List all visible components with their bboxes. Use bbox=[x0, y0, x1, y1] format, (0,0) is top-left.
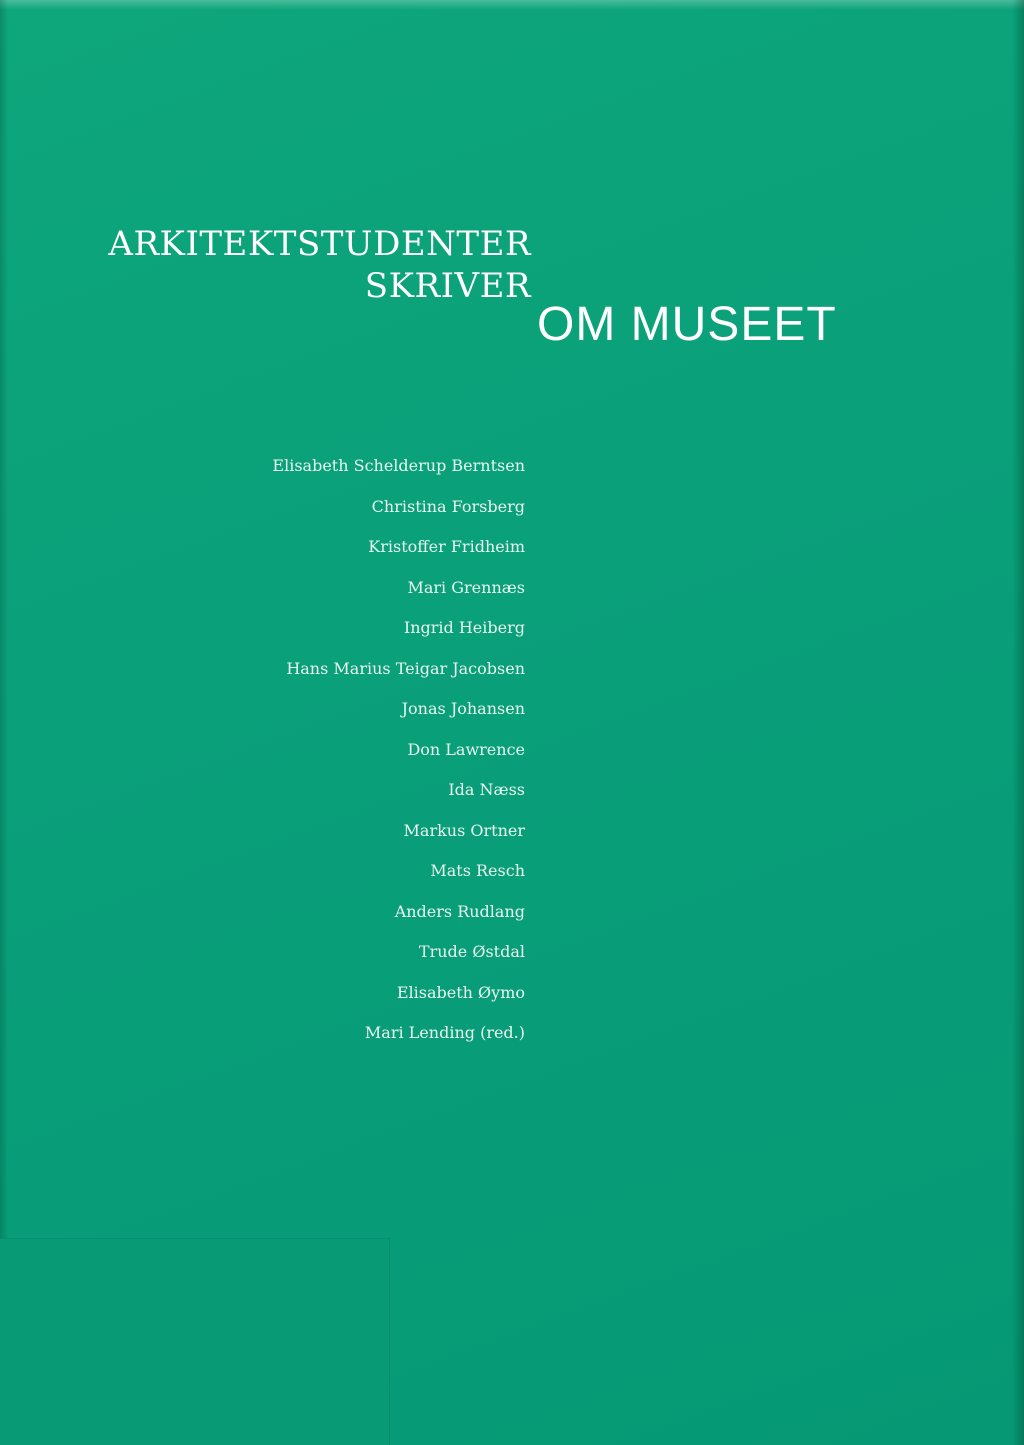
author-name: Don Lawrence bbox=[407, 739, 525, 759]
cover-right-edge bbox=[1012, 0, 1024, 1445]
title-line-2: SKRIVER bbox=[364, 266, 531, 306]
title-line-1: ARKITEKTSTUDENTER bbox=[108, 224, 531, 264]
author-name: Elisabeth Schelderup Berntsen bbox=[272, 456, 525, 475]
author-name: Ida Næss bbox=[448, 780, 525, 799]
author-list bbox=[272, 446, 525, 1054]
library-sticker-area bbox=[0, 1238, 390, 1445]
title-line-3: OM MUSEET bbox=[537, 298, 837, 351]
cover-left-edge bbox=[0, 0, 8, 1445]
author-name: Kristoffer Fridheim bbox=[368, 537, 525, 556]
author-name: Trude Østdal bbox=[418, 942, 525, 961]
author-name: Mari Grennæs bbox=[407, 577, 525, 597]
author-name: Jonas Johansen bbox=[401, 699, 525, 718]
author-name: Mats Resch bbox=[430, 861, 525, 880]
author-name: Ingrid Heiberg bbox=[403, 618, 525, 637]
author-name: Markus Ortner bbox=[403, 820, 525, 840]
cover-top-edge bbox=[0, 0, 1024, 10]
author-name: Anders Rudlang bbox=[394, 901, 525, 921]
author-name: Hans Marius Teigar Jacobsen bbox=[286, 658, 525, 678]
author-name: Christina Forsberg bbox=[371, 496, 525, 516]
editor-name: Mari Lending (red.) bbox=[364, 1023, 525, 1042]
author-name: Elisabeth Øymo bbox=[396, 982, 525, 1002]
